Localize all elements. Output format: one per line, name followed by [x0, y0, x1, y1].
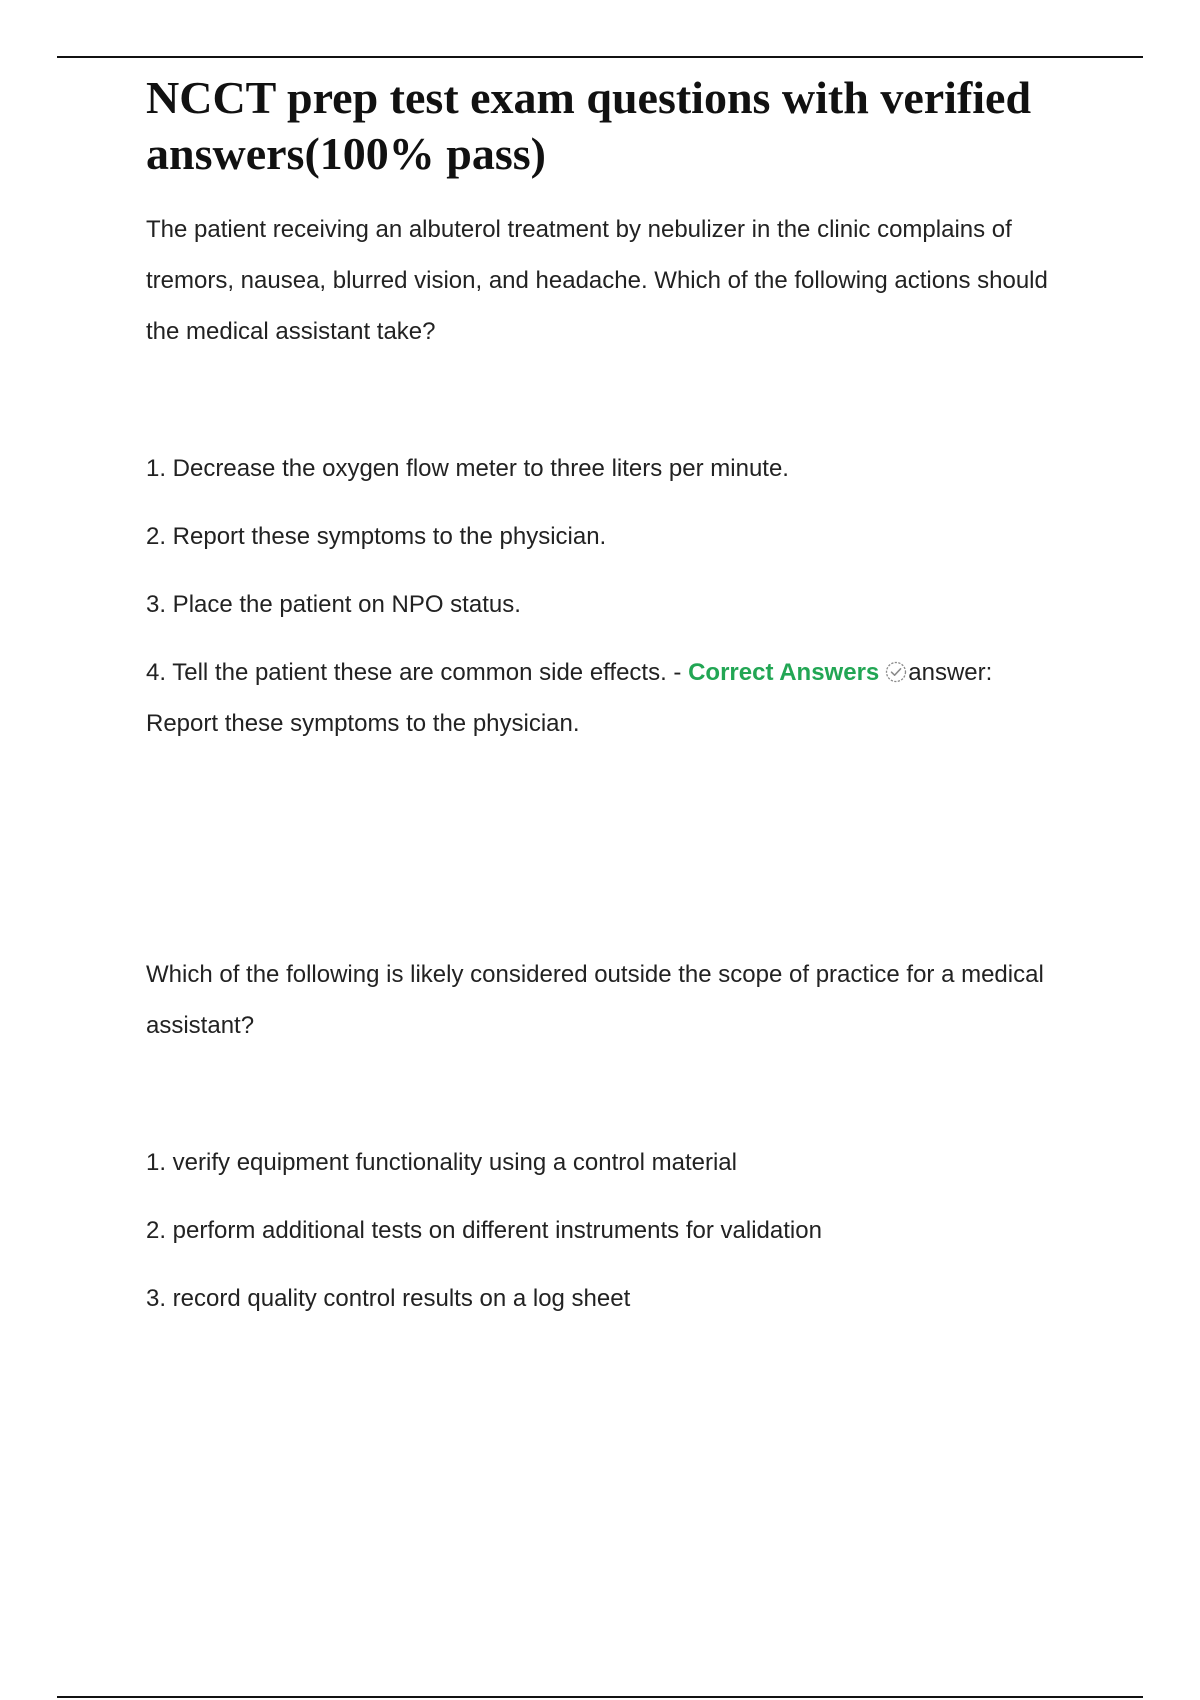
- question-1-option-3: 3. Place the patient on NPO status.: [146, 591, 521, 618]
- question-1: [146, 204, 1086, 749]
- question-2-option-2: 2. perform additional tests on different instruments for validation: [146, 1217, 822, 1244]
- question-2-option-3: 3. record quality control results on a log sheet: [146, 1285, 631, 1312]
- question-1-options: [146, 435, 1086, 749]
- question-1-option-2: 2. Report these symptoms to the physician.: [146, 523, 607, 550]
- question-1-option-4: 4. Tell the patient these are common side effects. -: [146, 659, 689, 686]
- answer-prefix: answer:: [908, 659, 993, 686]
- question-2-text: Which of the following is likely considered outside the scope of practice for a medical assistant?: [146, 961, 1044, 1039]
- verified-check-icon: [885, 650, 907, 672]
- question-2-option-1: 1. verify equipment functionality using a control material: [146, 1149, 737, 1176]
- document-title: NCCT prep test exam questions with verified answers(100% pass): [146, 72, 1032, 179]
- correct-answers-label: Correct Answers: [688, 659, 880, 686]
- document-body: [146, 70, 1086, 1333]
- top-rule: [57, 56, 1143, 58]
- question-1-text: The patient receiving an albuterol treatment by nebulizer in the clinic complains of tremors, nausea, blurred vision, and headache. Which of the following actions should the medical assistant take?: [146, 216, 1048, 345]
- question-2-options: [146, 1129, 1086, 1333]
- question-2: [146, 949, 1086, 1333]
- question-1-option-1: 1. Decrease the oxygen flow meter to three liters per minute.: [146, 455, 789, 482]
- question-1-option-4-with-answer: [146, 647, 1086, 749]
- question-1-answer: Report these symptoms to the physician.: [146, 710, 580, 737]
- bottom-rule: [57, 1696, 1143, 1698]
